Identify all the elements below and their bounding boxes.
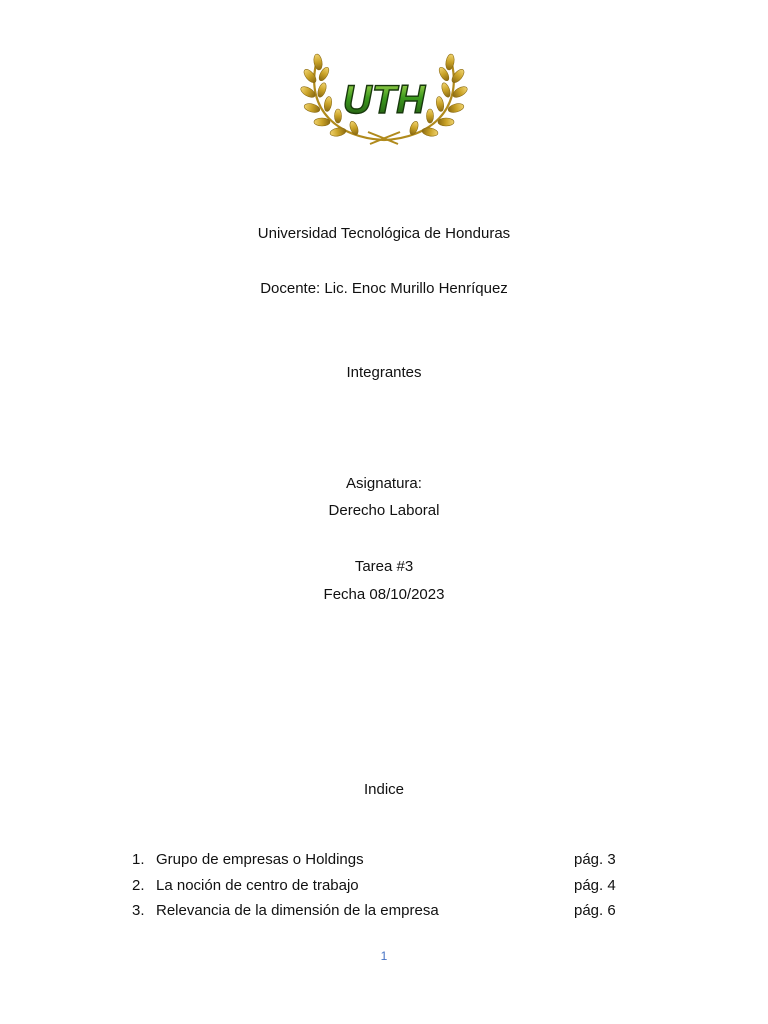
members-label: Integrantes <box>346 364 422 381</box>
toc-item-page: pág. 6 <box>574 902 616 919</box>
toc-item-title: La noción de centro de trabajo <box>156 877 359 894</box>
university-name: Universidad Tecnológica de Honduras <box>257 225 511 242</box>
toc-item-page: pág. 4 <box>574 877 616 894</box>
index-title: Indice <box>363 781 405 798</box>
toc-item-page: pág. 3 <box>574 851 616 868</box>
toc-item <box>132 902 632 920</box>
toc-item-number: 1. <box>132 851 145 868</box>
toc-item-number: 2. <box>132 877 145 894</box>
teacher-name: Docente: Lic. Enoc Murillo Henríquez <box>260 280 508 297</box>
toc-item-number: 3. <box>132 902 145 919</box>
assignment-title: Tarea #3 <box>354 558 414 575</box>
subject-label: Asignatura: <box>346 475 422 492</box>
page-number: 1 <box>380 949 388 963</box>
logo-letters: UTH <box>342 78 426 122</box>
date-line: Fecha 08/10/2023 <box>323 586 445 603</box>
uth-logo <box>298 50 470 146</box>
toc-item-title: Relevancia de la dimensión de la empresa <box>156 902 439 919</box>
toc-item <box>132 877 632 895</box>
toc-item <box>132 851 632 869</box>
toc-item-title: Grupo de empresas o Holdings <box>156 851 364 868</box>
subject-name: Derecho Laboral <box>328 502 440 519</box>
